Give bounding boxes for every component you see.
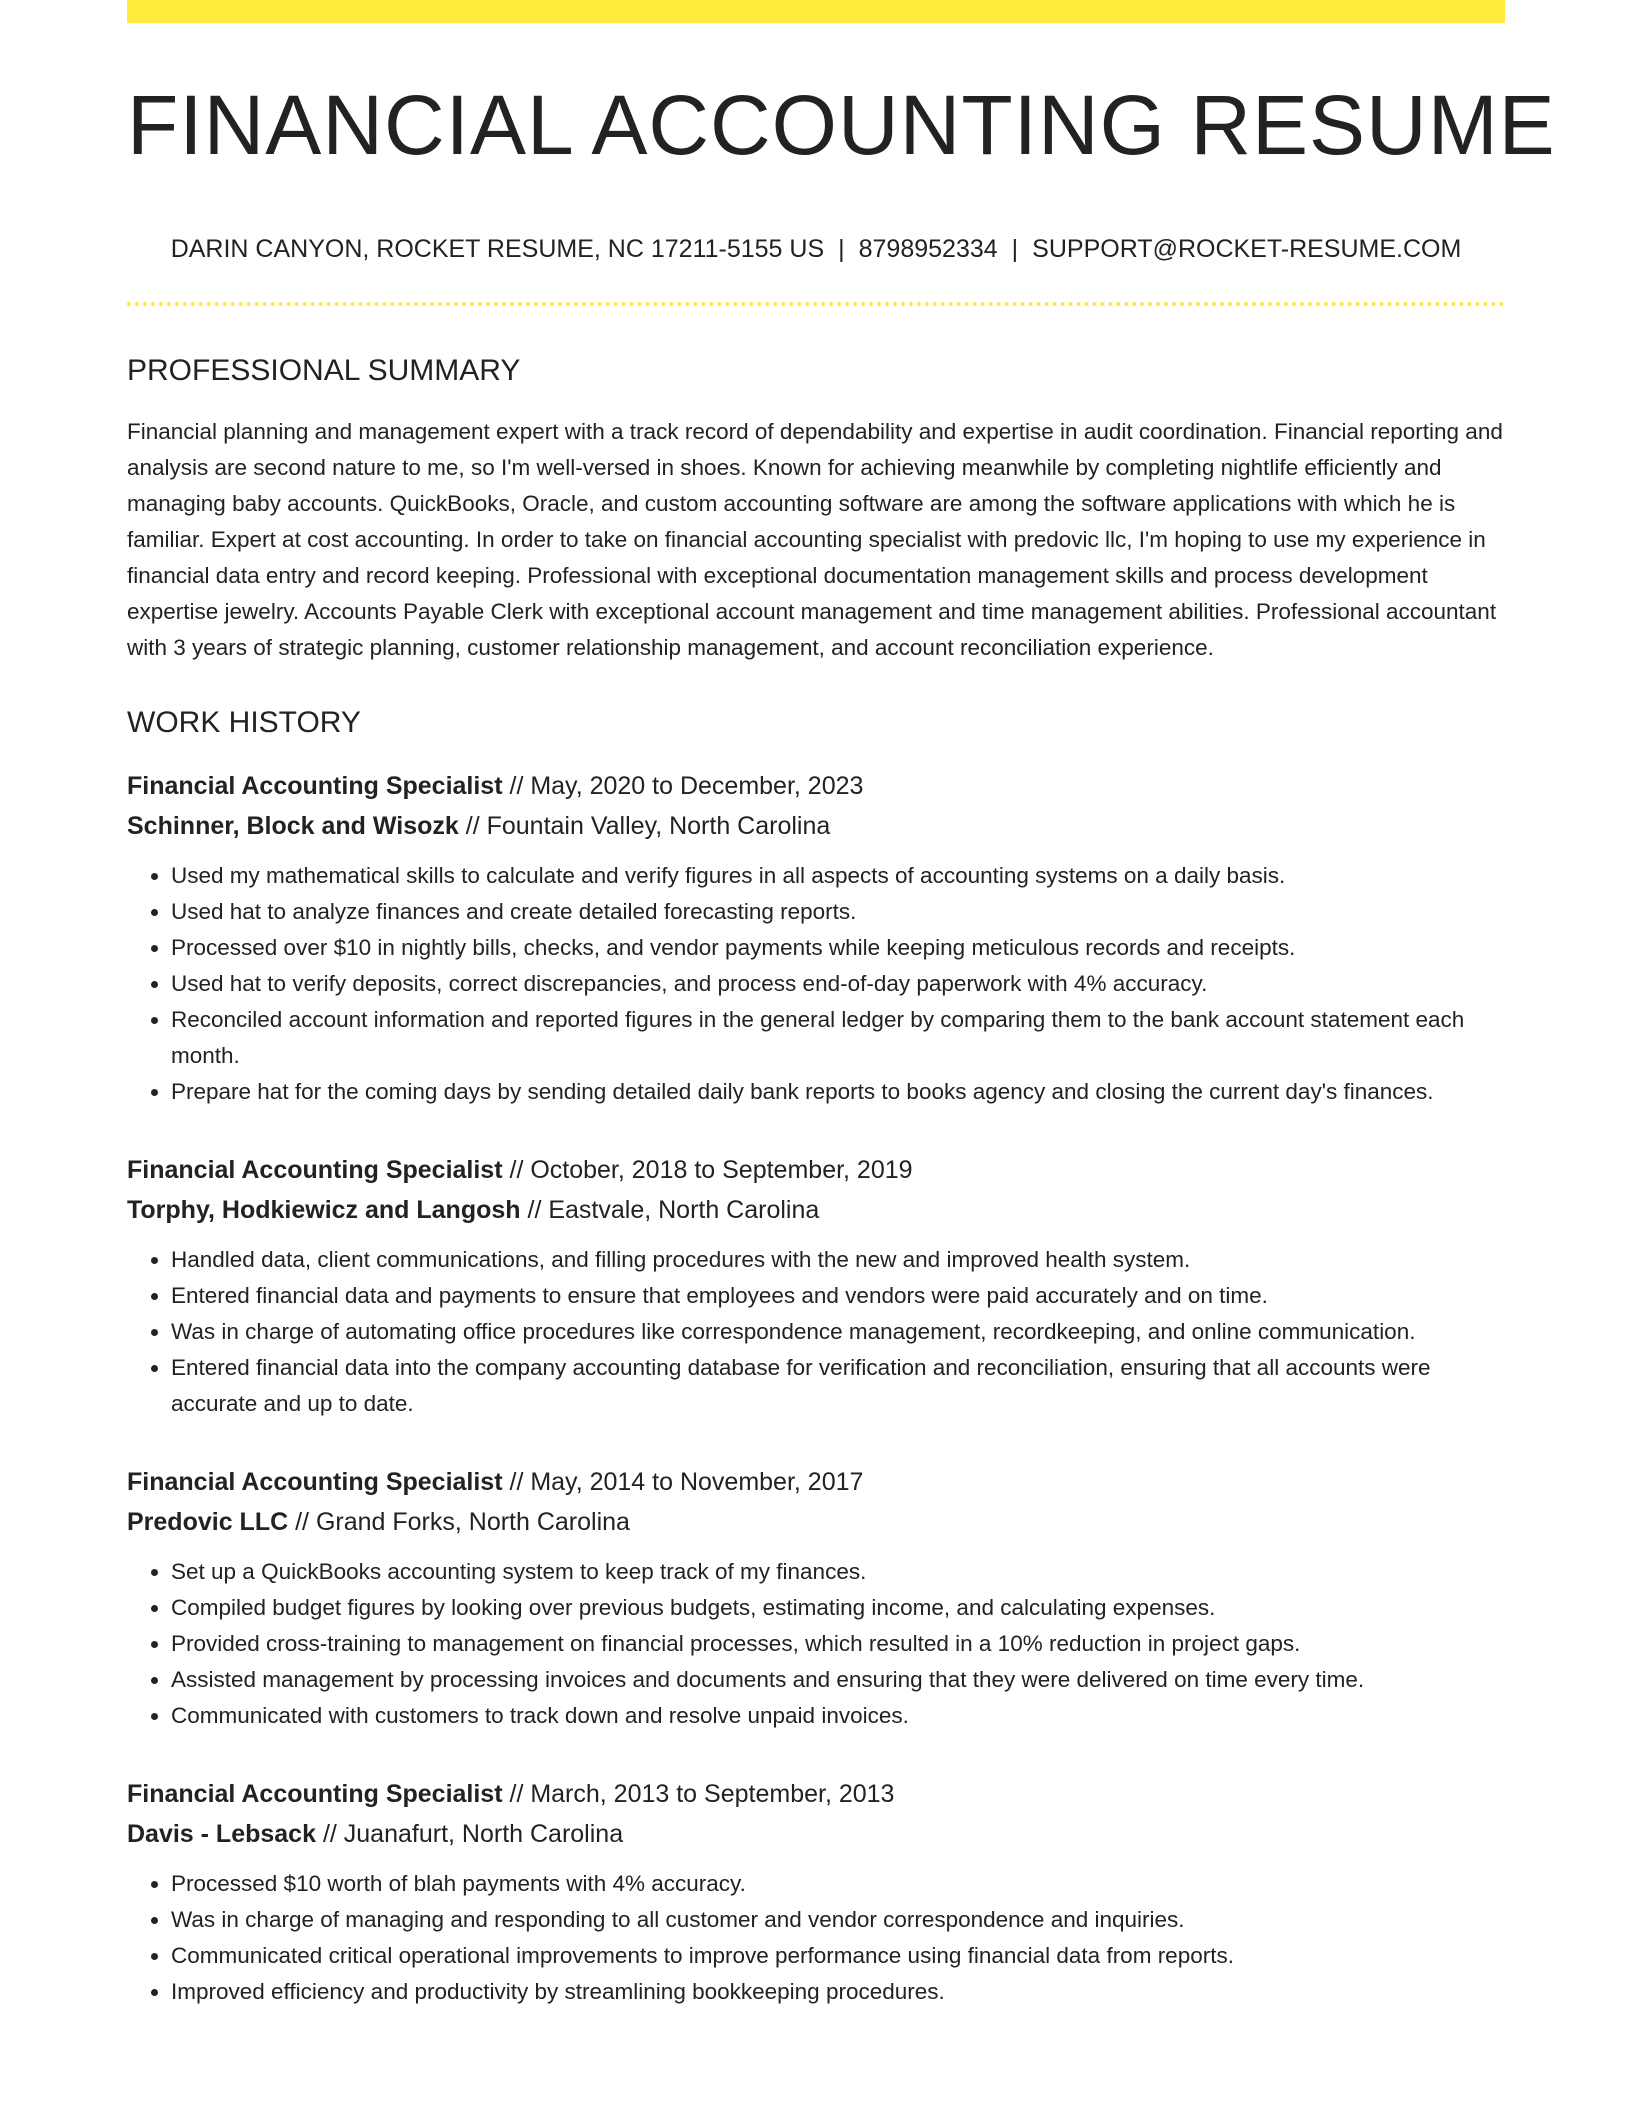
job-location: // Eastvale, North Carolina: [520, 1196, 820, 1224]
contact-email[interactable]: SUPPORT@ROCKET-RESUME.COM: [1032, 235, 1462, 263]
job-company-line: [127, 1502, 1505, 1542]
job-dates: // October, 2018 to September, 2019: [502, 1156, 913, 1184]
job-bullet: • Used my mathematical skills to calculate and verify figures in all aspects of accounting systems on a daily basis.: [171, 858, 1505, 894]
job-company: Torphy, Hodkiewicz and Langosh: [127, 1196, 521, 1224]
contact-line: [127, 237, 1505, 262]
summary-text: Financial planning and management expert with a track record of dependability and expertise in audit coordination. Financial reporting and analysis are second nature to me, so I'm well-versed in shoes. Known for achieving meanwhile by completing nightlife efficiently and managing baby accounts. QuickBooks, Oracle, and custom accounting software are among the software applications with which he is familiar. Expert at cost accounting. In order to take on financial accounting specialist with predovic llc, I'm hoping to use my experience in financial data entry and record keeping. Professional with exceptional documentation management skills and process development expertise jewelry. Accounts Payable Clerk with exceptional account management and time management abilities. Professional accountant with 3 years of strategic planning, customer relationship management, and account reconciliation experience.: [127, 419, 1503, 660]
job-company-line: [127, 1814, 1505, 1854]
job-bullet: • Compiled budget figures by looking over previous budgets, estimating income, and calculating expenses.: [171, 1590, 1505, 1626]
job-bullet: • Prepare hat for the coming days by sending detailed daily bank reports to books agency and closing the current day's finances.: [171, 1074, 1505, 1110]
job-bullet: • Improved efficiency and productivity by streamlining bookkeeping procedures.: [171, 1974, 1505, 2010]
job-bullet: • Communicated critical operational improvements to improve performance using financial data from reports.: [171, 1938, 1505, 1974]
job-location: // Fountain Valley, North Carolina: [458, 812, 831, 840]
job-bullet: • Assisted management by processing invoices and documents and ensuring that they were delivered on time every time.: [171, 1662, 1505, 1698]
job-location: // Juanafurt, North Carolina: [316, 1820, 624, 1848]
job-title-line: [127, 766, 1505, 806]
job-title-line: [127, 1462, 1505, 1502]
job-company: Schinner, Block and Wisozk: [127, 812, 459, 840]
job-bullet: • Was in charge of managing and responding to all customer and vendor correspondence and inquiries.: [171, 1902, 1505, 1938]
job-bullet: • Entered financial data and payments to ensure that employees and vendors were paid accurately and on time.: [171, 1278, 1505, 1314]
job-bullet: • Set up a QuickBooks accounting system to keep track of my finances.: [171, 1554, 1505, 1590]
job-entry: [127, 1150, 1505, 1422]
job-dates: // May, 2014 to November, 2017: [502, 1468, 864, 1496]
job-title: Financial Accounting Specialist: [127, 772, 503, 800]
job-bullets: [127, 1866, 1505, 2010]
summary-heading: PROFESSIONAL SUMMARY: [127, 354, 521, 387]
dotted-divider: [127, 302, 1505, 306]
job-bullet: • Handled data, client communications, and filling procedures with the new and improved health system.: [171, 1242, 1505, 1278]
job-bullet: • Reconciled account information and reported figures in the general ledger by comparing them to the bank account statement each month.: [171, 1002, 1505, 1074]
job-company: Davis - Lebsack: [127, 1820, 316, 1848]
resume-page: [127, 0, 1556, 2010]
job-bullet: • Processed over $10 in nightly bills, checks, and vendor payments while keeping meticulous records and receipts.: [171, 930, 1505, 966]
job-title: Financial Accounting Specialist: [127, 1780, 503, 1808]
job-bullets: [127, 1242, 1505, 1422]
job-bullet: • Processed $10 worth of blah payments with 4% accuracy.: [171, 1866, 1505, 1902]
job-entry: [127, 1774, 1505, 2010]
job-company-line: [127, 806, 1505, 846]
job-bullet: • Provided cross-training to management on financial processes, which resulted in a 10% reduction in project gaps.: [171, 1626, 1505, 1662]
contact-address: DARIN CANYON, ROCKET RESUME, NC 17211-5155 US: [170, 235, 825, 263]
job-bullet: • Entered financial data into the company accounting database for verification and reconciliation, ensuring that all accounts were accurate and up to date.: [171, 1350, 1505, 1422]
job-bullet: • Used hat to analyze finances and create detailed forecasting reports.: [171, 894, 1505, 930]
job-entry: [127, 1462, 1505, 1734]
job-title: Financial Accounting Specialist: [127, 1156, 503, 1184]
job-title-line: [127, 1774, 1505, 1814]
work-history-heading: WORK HISTORY: [127, 706, 361, 739]
job-bullets: [127, 858, 1505, 1110]
job-dates: // May, 2020 to December, 2023: [502, 772, 864, 800]
job-dates: // March, 2013 to September, 2013: [502, 1780, 895, 1808]
job-bullet: • Was in charge of automating office procedures like correspondence management, recordkeeping, and online communication.: [171, 1314, 1505, 1350]
contact-separator: |: [838, 235, 845, 263]
job-bullets: [127, 1554, 1505, 1734]
resume-title: FINANCIAL ACCOUNTING RESUME: [127, 78, 1556, 172]
job-location: // Grand Forks, North Carolina: [288, 1508, 630, 1536]
job-title: Financial Accounting Specialist: [127, 1468, 503, 1496]
job-company-line: [127, 1190, 1505, 1230]
job-bullet: • Used hat to verify deposits, correct discrepancies, and process end-of-day paperwork with 4% accuracy.: [171, 966, 1505, 1002]
job-title-line: [127, 1150, 1505, 1190]
job-entry: [127, 766, 1505, 1110]
contact-phone[interactable]: 8798952334: [858, 235, 998, 263]
accent-top-bar: [127, 0, 1505, 23]
job-bullet: • Communicated with customers to track down and resolve unpaid invoices.: [171, 1698, 1505, 1734]
contact-separator: |: [1011, 235, 1019, 263]
job-company: Predovic LLC: [127, 1508, 289, 1536]
